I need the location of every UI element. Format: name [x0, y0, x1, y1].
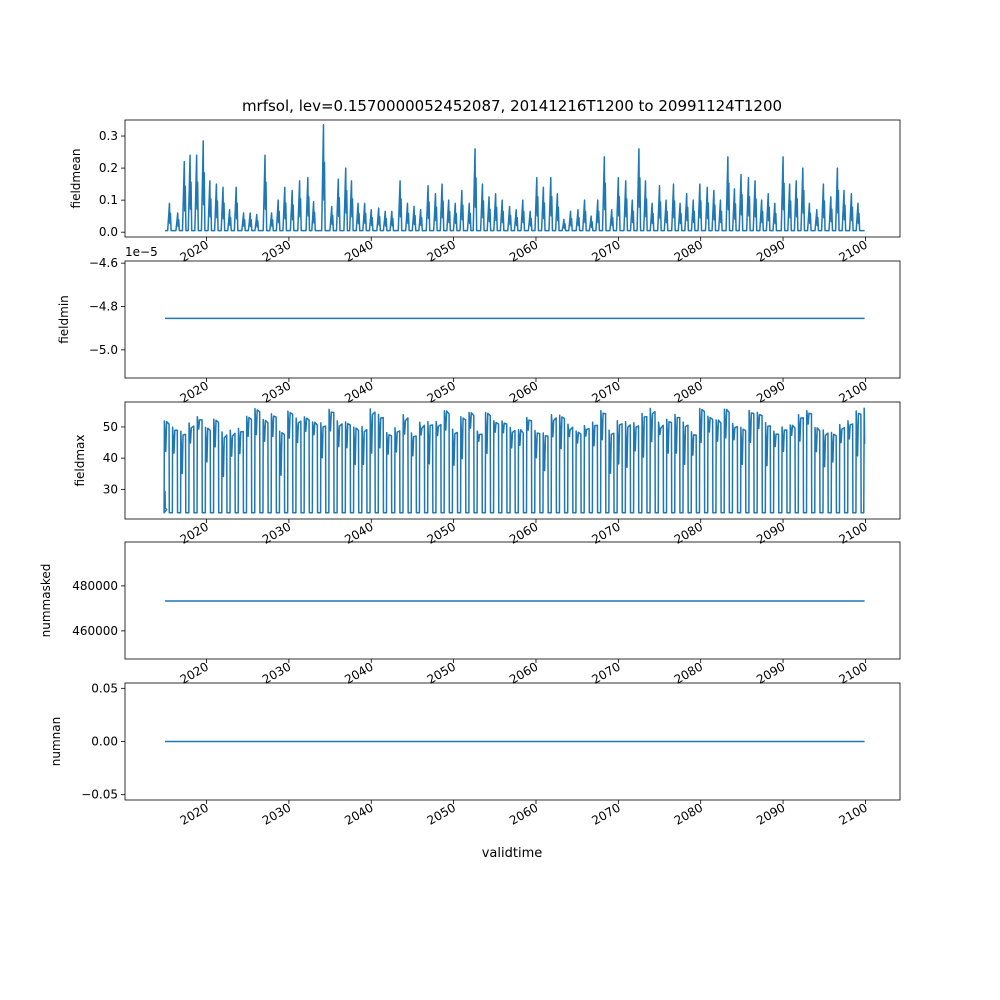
x-tick-label: 2090 [754, 519, 788, 547]
x-tick-label: 2100 [836, 659, 870, 687]
x-tick-label: 2090 [754, 659, 788, 687]
axes-frame [125, 261, 900, 378]
x-tick-label: 2030 [259, 659, 294, 687]
subplot-numnan [49, 681, 900, 828]
axes-frame [125, 402, 900, 519]
x-tick-label: 2030 [259, 800, 294, 828]
x-tick-label: 2020 [177, 378, 212, 406]
x-tick-label: 2020 [177, 800, 212, 828]
subplot-nummasked [39, 542, 900, 687]
x-tick-label: 2040 [342, 659, 376, 687]
chart-title: mrfsol, lev=0.1570000052452087, 20141216T1200 to 20991124T1200 [241, 97, 783, 115]
x-tick-label: 2080 [671, 237, 706, 265]
x-tick-label: 2090 [754, 378, 788, 406]
x-tick-label: 2060 [507, 659, 541, 687]
y-offset-text: 1e−5 [125, 245, 158, 259]
y-axis-label: fieldmean [69, 148, 83, 209]
y-axis-label: fieldmin [57, 295, 71, 344]
x-tick-label: 2070 [589, 519, 623, 547]
series-line-fieldmax [164, 408, 864, 513]
y-tick-label: −4.6 [88, 256, 118, 271]
x-tick-label: 2100 [836, 237, 870, 265]
y-tick-label: −5.0 [88, 342, 118, 357]
x-tick-label: 2030 [259, 237, 294, 265]
x-tick-label: 2070 [589, 378, 623, 406]
y-axis-label: numnan [49, 716, 63, 767]
y-tick-label: −0.05 [81, 787, 118, 802]
x-tick-label: 2060 [507, 237, 541, 265]
x-tick-label: 2020 [177, 237, 212, 265]
y-tick-label: 480000 [72, 578, 118, 593]
y-axis-label: nummasked [39, 563, 53, 638]
y-tick-label: 50 [102, 419, 118, 434]
x-tick-label: 2080 [671, 378, 706, 406]
x-tick-label: 2050 [424, 519, 459, 547]
x-tick-label: 2050 [424, 800, 459, 828]
y-tick-label: 40 [102, 451, 118, 466]
x-tick-label: 2070 [589, 237, 623, 265]
x-tick-label: 2080 [671, 800, 706, 828]
series-line-fieldmean [165, 125, 865, 231]
x-tick-label: 2030 [259, 378, 294, 406]
x-tick-label: 2090 [754, 800, 788, 828]
y-tick-label: 0.1 [98, 193, 118, 208]
subplot-fieldmax [73, 402, 900, 547]
y-tick-label: 0.0 [98, 225, 118, 240]
x-tick-label: 2060 [507, 800, 541, 828]
y-tick-label: 30 [102, 482, 118, 497]
subplot-fieldmin [57, 245, 900, 406]
y-tick-label: 0.05 [91, 681, 118, 696]
x-tick-label: 2080 [671, 519, 706, 547]
x-tick-label: 2060 [507, 519, 541, 547]
x-tick-label: 2050 [424, 378, 459, 406]
x-tick-label: 2040 [342, 800, 376, 828]
y-tick-label: 0.2 [98, 161, 118, 176]
x-tick-label: 2100 [836, 378, 870, 406]
x-tick-label: 2020 [177, 519, 212, 547]
x-tick-label: 2030 [259, 519, 294, 547]
x-tick-label: 2060 [507, 378, 541, 406]
x-tick-label: 2050 [424, 237, 459, 265]
x-tick-label: 2090 [754, 237, 788, 265]
x-tick-label: 2040 [342, 378, 376, 406]
subplot-fieldmean [69, 120, 900, 265]
subplot-panels [39, 120, 900, 828]
x-tick-label: 2040 [342, 237, 376, 265]
x-tick-label: 2070 [589, 659, 623, 687]
y-axis-label: fieldmax [73, 434, 87, 487]
x-tick-label: 2080 [671, 659, 706, 687]
y-tick-label: −4.8 [88, 299, 118, 314]
x-tick-label: 2070 [589, 800, 623, 828]
y-tick-label: 0.3 [98, 129, 118, 144]
x-tick-label: 2100 [836, 519, 870, 547]
x-tick-label: 2050 [424, 659, 459, 687]
x-tick-label: 2040 [342, 519, 376, 547]
x-tick-label: 2100 [836, 800, 870, 828]
y-tick-label: 0.00 [91, 734, 118, 749]
x-axis-label: validtime [481, 846, 543, 861]
y-tick-label: 460000 [72, 623, 118, 638]
x-tick-label: 2020 [177, 659, 212, 687]
